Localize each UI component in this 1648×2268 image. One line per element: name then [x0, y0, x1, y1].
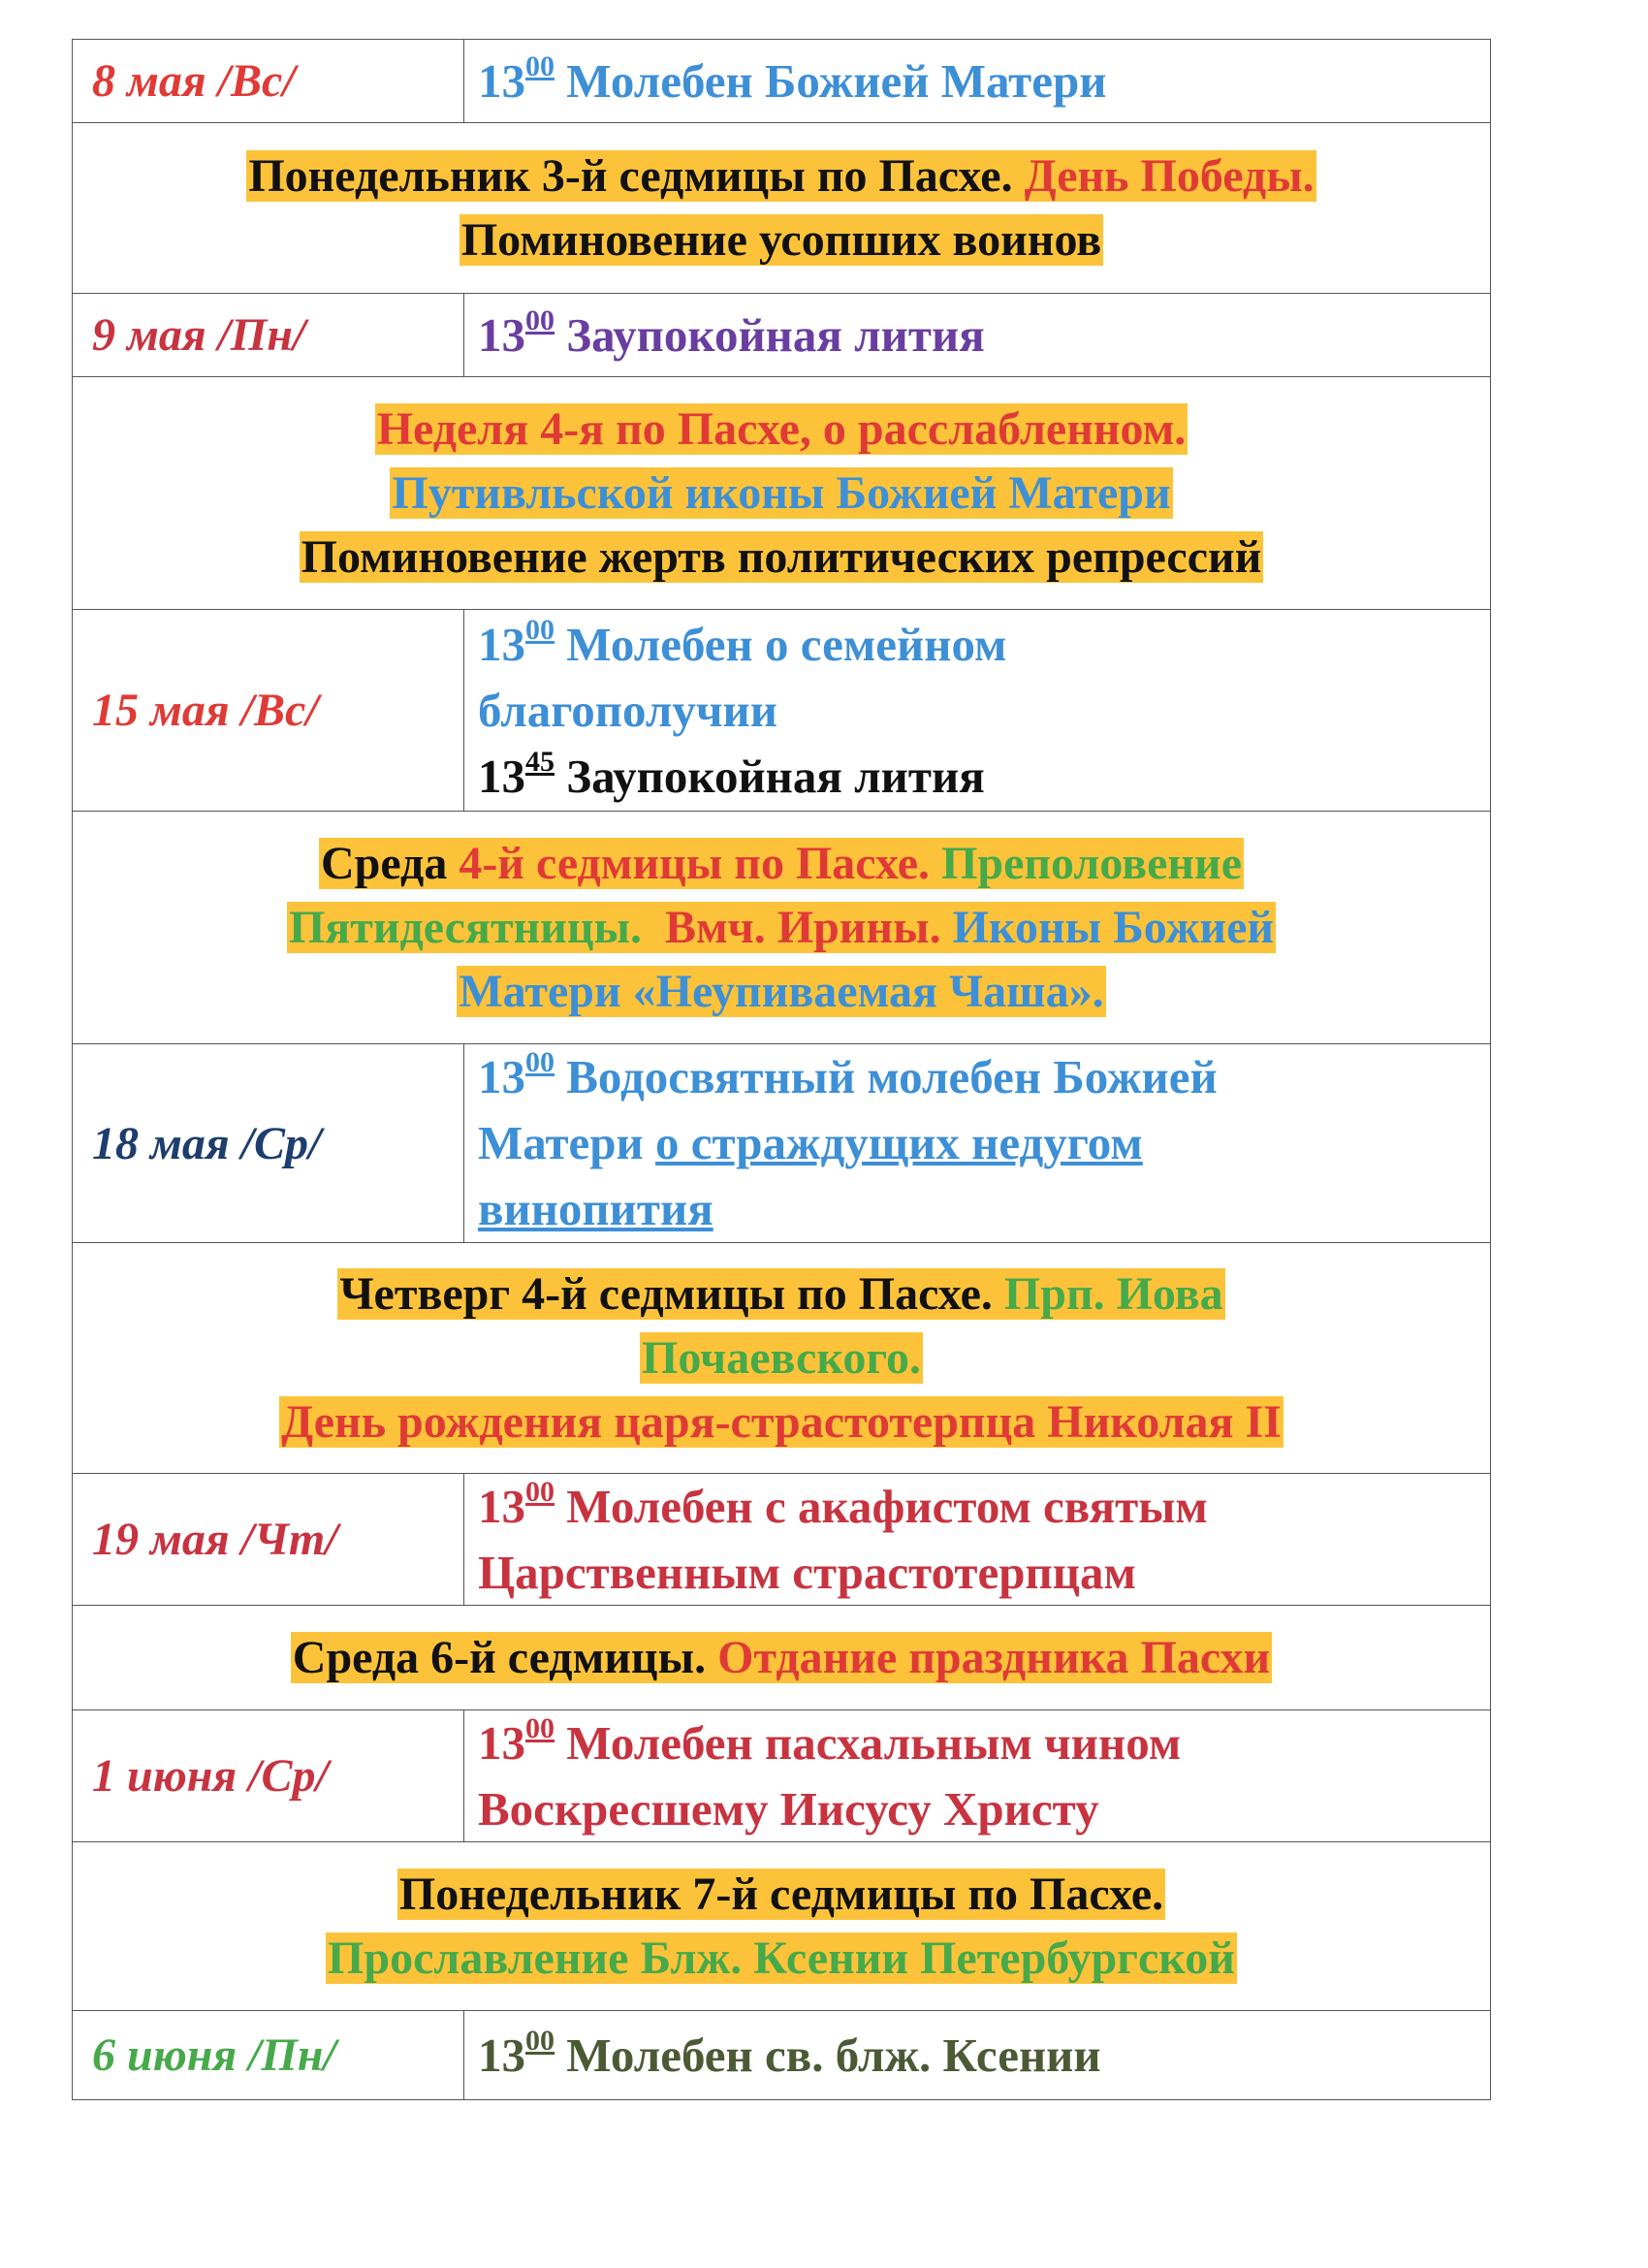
service-line: $13^{00}$ Молебен св. блж. Ксении [478, 2024, 1101, 2082]
date-cell: 15 мая /Вс/ [73, 610, 464, 811]
header-title: Неделя 4-я по Пасхе, о расслабленном. [376, 402, 1187, 455]
service-cell [464, 610, 1490, 811]
header-feast: День Победы. [1024, 149, 1315, 202]
service-line: $13^{00}$ Молебен о семейном [478, 613, 1007, 671]
header-icon-feast: Матери «Неупиваемая Чаша». [459, 965, 1104, 1017]
day-header: Среда 6-й седмицы. Отдание праздника Пасхи [72, 1606, 1491, 1710]
date-cell: 19 мая /Чт/ [73, 1474, 464, 1605]
date-cell: 18 мая /Ср/ [73, 1044, 464, 1242]
schedule-row [72, 1474, 1491, 1606]
schedule-table [72, 39, 1491, 2100]
day-header [72, 377, 1491, 610]
service-line: $13^{00}$ Водосвятный молебен Божией [478, 1046, 1218, 1103]
service-cell [464, 2011, 1490, 2099]
service-cell [464, 294, 1490, 376]
header-title: Среда 6-й седмицы. [292, 1631, 707, 1683]
service-line: Царственным страстотерпцам [478, 1545, 1136, 1599]
header-title: Понедельник 7-й седмицы по Пасхе. [398, 1868, 1164, 1920]
schedule-row [72, 610, 1491, 812]
date-cell: 6 июня /Пн/ [73, 2011, 464, 2099]
service-line: $13^{45}$ Заупокойная лития [478, 745, 985, 803]
service-line: $13^{00}$ Молебен пасхальным чином [478, 1711, 1182, 1770]
service-cell [464, 40, 1490, 122]
schedule-row [72, 1710, 1491, 1842]
day-header [72, 1842, 1491, 2011]
header-title: Понедельник 3-й седмицы по Пасхе. [248, 149, 1013, 202]
service-cell [464, 1710, 1490, 1841]
service-line: Матери о страждущих недугом [478, 1116, 1143, 1169]
header-title: Четверг 4-й седмицы по Пасхе. [339, 1267, 993, 1320]
service-text: Молебен Божией Матери [566, 53, 1107, 108]
service-line: благополучии [478, 683, 777, 737]
service-cell [464, 1044, 1490, 1242]
service-line: $13^{00}$ Молебен с акафистом святым [478, 1475, 1208, 1533]
service-text: Заупокойная лития [566, 307, 985, 362]
day-header: Среда 4-й седмицы по Пасхе. Преполовение Пятидесятницы. Вмч. Ирины. Иконы Божией Матери «Неупиваемая Чаша». [72, 812, 1491, 1044]
date-cell: 8 мая /Вс/ [73, 40, 464, 122]
service-line [478, 48, 1476, 114]
date-cell: 9 мая /Пн/ [73, 294, 464, 376]
service-line: винопития [478, 1182, 713, 1235]
service-line: $13^{00}$ Заупокойная лития [478, 303, 985, 362]
day-header [72, 123, 1491, 294]
header-icon-feast: Путивльской иконы Божией Матери [392, 466, 1171, 519]
date-cell: 1 июня /Ср/ [73, 1710, 464, 1841]
header-feast: Прославление Блж. Ксении Петербургской [328, 1932, 1235, 1984]
schedule-row [72, 294, 1491, 377]
schedule-row [72, 1044, 1491, 1243]
schedule-row [72, 2011, 1491, 2100]
service-cell [464, 1474, 1490, 1605]
service-line: Воскресшему Иисусу Христу [478, 1781, 1099, 1836]
service-time: $13^{00}$ [478, 49, 555, 108]
header-commemoration: День рождения царя-страстотерпца Николая II [281, 1395, 1282, 1448]
header-commemoration: Поминовение жертв политических репрессий [301, 530, 1262, 583]
schedule-row [72, 39, 1491, 123]
header-title: Среда [321, 837, 448, 889]
header-commemoration: Поминовение усопших воинов [460, 213, 1102, 266]
day-header: Четверг 4-й седмицы по Пасхе. Прп. Иова Почаевского. День рождения царя-страстотерпца Николая II [72, 1243, 1491, 1474]
